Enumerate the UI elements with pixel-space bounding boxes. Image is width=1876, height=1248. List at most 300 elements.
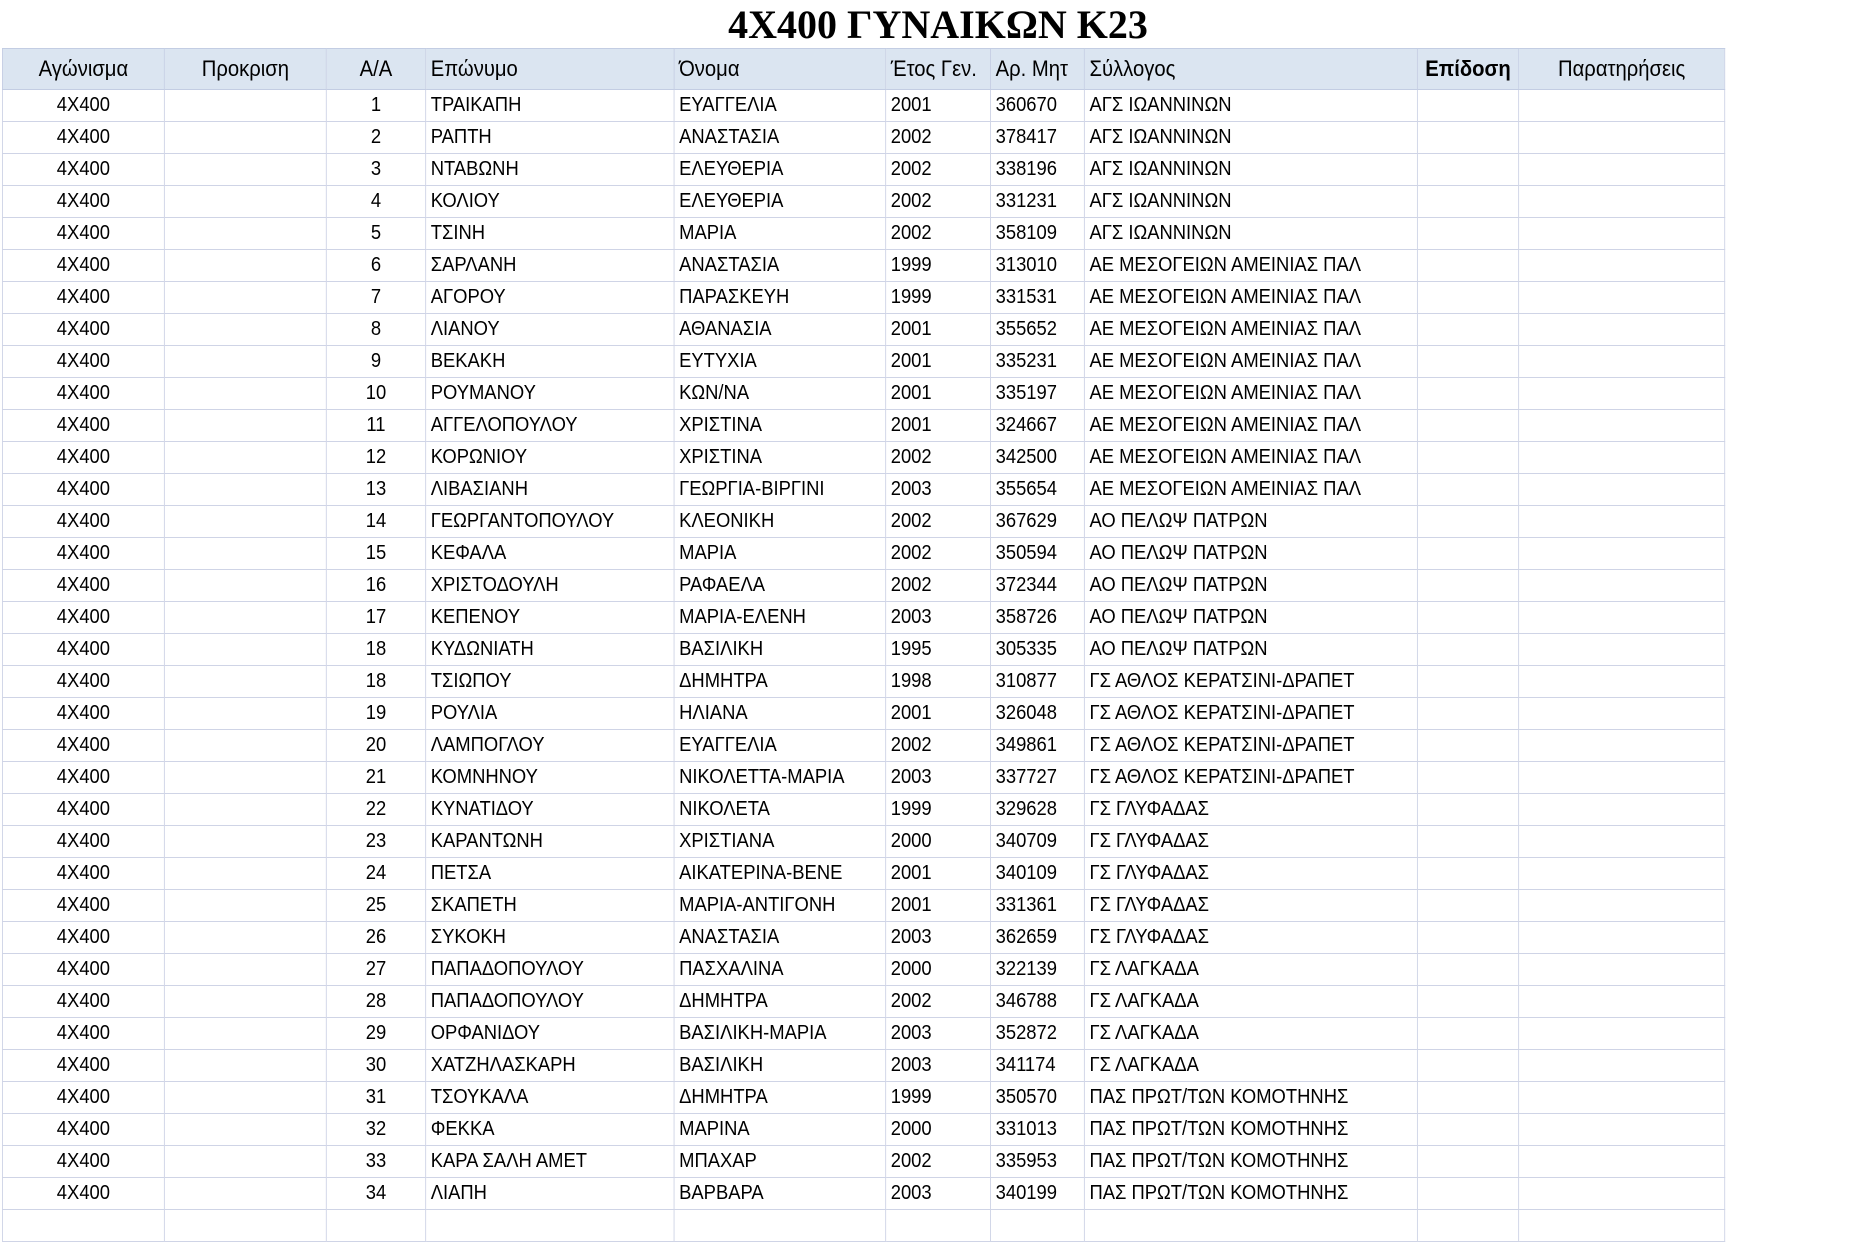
event-cell[interactable]: 4Χ400 <box>2 1114 164 1146</box>
birth-year-cell[interactable]: 2001 <box>886 378 991 410</box>
number-cell[interactable]: 32 <box>326 1114 425 1146</box>
performance-cell[interactable] <box>1417 442 1518 474</box>
event-cell[interactable]: 4Χ400 <box>2 250 164 282</box>
surname-cell[interactable]: ΣΥΚΟΚΗ <box>426 922 674 954</box>
remarks-cell[interactable] <box>1519 90 1725 122</box>
first-name-cell[interactable]: ΜΑΡΙΑ <box>674 538 886 570</box>
birth-year-cell[interactable]: 2002 <box>886 218 991 250</box>
birth-year-cell[interactable]: 2001 <box>886 890 991 922</box>
remarks-cell[interactable] <box>1519 1114 1725 1146</box>
empty-cell[interactable] <box>1519 1210 1725 1242</box>
performance-cell[interactable] <box>1417 666 1518 698</box>
event-cell[interactable]: 4Χ400 <box>2 282 164 314</box>
qualification-cell[interactable] <box>164 666 326 698</box>
event-cell[interactable]: 4Χ400 <box>2 794 164 826</box>
registry-number-cell[interactable]: 329628 <box>991 794 1085 826</box>
performance-cell[interactable] <box>1417 250 1518 282</box>
birth-year-cell[interactable]: 1999 <box>886 794 991 826</box>
event-cell[interactable]: 4Χ400 <box>2 1146 164 1178</box>
birth-year-cell[interactable]: 1999 <box>886 282 991 314</box>
performance-cell[interactable] <box>1417 378 1518 410</box>
registry-number-cell[interactable]: 358726 <box>991 602 1085 634</box>
club-cell[interactable]: ΓΣ ΓΛΥΦΑΔΑΣ <box>1084 890 1417 922</box>
remarks-cell[interactable] <box>1519 122 1725 154</box>
first-name-cell[interactable]: ΜΑΡΙΑ <box>674 218 886 250</box>
qualification-cell[interactable] <box>164 826 326 858</box>
birth-year-cell[interactable]: 2001 <box>886 858 991 890</box>
performance-cell[interactable] <box>1417 1050 1518 1082</box>
qualification-cell[interactable] <box>164 1114 326 1146</box>
performance-cell[interactable] <box>1417 474 1518 506</box>
registry-number-cell[interactable]: 331013 <box>991 1114 1085 1146</box>
qualification-cell[interactable] <box>164 954 326 986</box>
col-header-registry-number[interactable]: Αρ. Μητ <box>991 49 1085 90</box>
club-cell[interactable]: ΑΟ ΠΕΛΩΨ ΠΑΤΡΩΝ <box>1084 538 1417 570</box>
performance-cell[interactable] <box>1417 730 1518 762</box>
number-cell[interactable]: 25 <box>326 890 425 922</box>
club-cell[interactable]: ΓΣ ΑΘΛΟΣ ΚΕΡΑΤΣΙΝΙ-ΔΡΑΠΕΤ <box>1084 762 1417 794</box>
performance-cell[interactable] <box>1417 986 1518 1018</box>
qualification-cell[interactable] <box>164 1050 326 1082</box>
surname-cell[interactable]: ΠΕΤΣΑ <box>426 858 674 890</box>
registry-number-cell[interactable]: 338196 <box>991 154 1085 186</box>
remarks-cell[interactable] <box>1519 954 1725 986</box>
qualification-cell[interactable] <box>164 730 326 762</box>
registry-number-cell[interactable]: 326048 <box>991 698 1085 730</box>
registry-number-cell[interactable]: 358109 <box>991 218 1085 250</box>
club-cell[interactable]: ΓΣ ΑΘΛΟΣ ΚΕΡΑΤΣΙΝΙ-ΔΡΑΠΕΤ <box>1084 698 1417 730</box>
empty-cell[interactable] <box>1417 1210 1518 1242</box>
empty-cell[interactable] <box>164 1210 326 1242</box>
number-cell[interactable]: 1 <box>326 90 425 122</box>
registry-number-cell[interactable]: 340109 <box>991 858 1085 890</box>
event-cell[interactable]: 4Χ400 <box>2 890 164 922</box>
first-name-cell[interactable]: ΑΝΑΣΤΑΣΙΑ <box>674 122 886 154</box>
remarks-cell[interactable] <box>1519 922 1725 954</box>
birth-year-cell[interactable]: 2002 <box>886 154 991 186</box>
event-cell[interactable]: 4Χ400 <box>2 954 164 986</box>
first-name-cell[interactable]: ΔΗΜΗΤΡΑ <box>674 666 886 698</box>
first-name-cell[interactable]: ΕΥΤΥΧΙΑ <box>674 346 886 378</box>
first-name-cell[interactable]: ΕΥΑΓΓΕΛΙΑ <box>674 730 886 762</box>
event-cell[interactable]: 4Χ400 <box>2 1082 164 1114</box>
birth-year-cell[interactable]: 2002 <box>886 122 991 154</box>
first-name-cell[interactable]: ΡΑΦΑΕΛΑ <box>674 570 886 602</box>
qualification-cell[interactable] <box>164 378 326 410</box>
first-name-cell[interactable]: ΚΛΕΟΝΙΚΗ <box>674 506 886 538</box>
number-cell[interactable]: 3 <box>326 154 425 186</box>
first-name-cell[interactable]: ΜΑΡΙΑ-ΑΝΤΙΓΟΝΗ <box>674 890 886 922</box>
performance-cell[interactable] <box>1417 890 1518 922</box>
number-cell[interactable]: 27 <box>326 954 425 986</box>
registry-number-cell[interactable]: 350594 <box>991 538 1085 570</box>
birth-year-cell[interactable]: 2000 <box>886 826 991 858</box>
qualification-cell[interactable] <box>164 538 326 570</box>
first-name-cell[interactable]: ΑΙΚΑΤΕΡΙΝΑ-ΒΕΝΕ <box>674 858 886 890</box>
empty-cell[interactable] <box>1084 1210 1417 1242</box>
number-cell[interactable]: 26 <box>326 922 425 954</box>
event-cell[interactable]: 4Χ400 <box>2 826 164 858</box>
club-cell[interactable]: ΠΑΣ ΠΡΩΤ/ΤΩΝ ΚΟΜΟΤΗΝΗΣ <box>1084 1178 1417 1210</box>
qualification-cell[interactable] <box>164 314 326 346</box>
number-cell[interactable]: 28 <box>326 986 425 1018</box>
surname-cell[interactable]: ΓΕΩΡΓΑΝΤΟΠΟΥΛΟΥ <box>426 506 674 538</box>
registry-number-cell[interactable]: 352872 <box>991 1018 1085 1050</box>
number-cell[interactable]: 33 <box>326 1146 425 1178</box>
performance-cell[interactable] <box>1417 602 1518 634</box>
first-name-cell[interactable]: ΕΛΕΥΘΕΡΙΑ <box>674 186 886 218</box>
remarks-cell[interactable] <box>1519 1082 1725 1114</box>
first-name-cell[interactable]: ΓΕΩΡΓΙΑ-ΒΙΡΓΙΝΙ <box>674 474 886 506</box>
qualification-cell[interactable] <box>164 218 326 250</box>
registry-number-cell[interactable]: 355654 <box>991 474 1085 506</box>
event-cell[interactable]: 4Χ400 <box>2 314 164 346</box>
remarks-cell[interactable] <box>1519 570 1725 602</box>
qualification-cell[interactable] <box>164 346 326 378</box>
empty-cell[interactable] <box>991 1210 1085 1242</box>
first-name-cell[interactable]: ΧΡΙΣΤΙΝΑ <box>674 442 886 474</box>
surname-cell[interactable]: ΝΤΑΒΩΝΗ <box>426 154 674 186</box>
birth-year-cell[interactable]: 2002 <box>886 1146 991 1178</box>
surname-cell[interactable]: ΚΕΦΑΛΑ <box>426 538 674 570</box>
birth-year-cell[interactable]: 2003 <box>886 1178 991 1210</box>
club-cell[interactable]: ΑΕ ΜΕΣΟΓΕΙΩΝ ΑΜΕΙΝΙΑΣ ΠΑΛ <box>1084 314 1417 346</box>
surname-cell[interactable]: ΚΟΛΙΟΥ <box>426 186 674 218</box>
number-cell[interactable]: 23 <box>326 826 425 858</box>
first-name-cell[interactable]: ΧΡΙΣΤΙΝΑ <box>674 410 886 442</box>
birth-year-cell[interactable]: 2002 <box>886 538 991 570</box>
event-cell[interactable]: 4Χ400 <box>2 346 164 378</box>
number-cell[interactable]: 16 <box>326 570 425 602</box>
qualification-cell[interactable] <box>164 922 326 954</box>
event-cell[interactable]: 4Χ400 <box>2 762 164 794</box>
qualification-cell[interactable] <box>164 474 326 506</box>
remarks-cell[interactable] <box>1519 410 1725 442</box>
qualification-cell[interactable] <box>164 890 326 922</box>
number-cell[interactable]: 30 <box>326 1050 425 1082</box>
qualification-cell[interactable] <box>164 762 326 794</box>
remarks-cell[interactable] <box>1519 314 1725 346</box>
club-cell[interactable]: ΓΣ ΑΘΛΟΣ ΚΕΡΑΤΣΙΝΙ-ΔΡΑΠΕΤ <box>1084 730 1417 762</box>
qualification-cell[interactable] <box>164 634 326 666</box>
event-cell[interactable]: 4Χ400 <box>2 506 164 538</box>
registry-number-cell[interactable]: 367629 <box>991 506 1085 538</box>
first-name-cell[interactable]: ΕΥΑΓΓΕΛΙΑ <box>674 90 886 122</box>
club-cell[interactable]: ΑΓΣ ΙΩΑΝΝΙΝΩΝ <box>1084 154 1417 186</box>
event-cell[interactable]: 4Χ400 <box>2 474 164 506</box>
club-cell[interactable]: ΑΓΣ ΙΩΑΝΝΙΝΩΝ <box>1084 218 1417 250</box>
first-name-cell[interactable]: ΝΙΚΟΛΕΤΑ <box>674 794 886 826</box>
club-cell[interactable]: ΑΟ ΠΕΛΩΨ ΠΑΤΡΩΝ <box>1084 506 1417 538</box>
performance-cell[interactable] <box>1417 794 1518 826</box>
remarks-cell[interactable] <box>1519 1018 1725 1050</box>
first-name-cell[interactable]: ΠΑΡΑΣΚΕΥΗ <box>674 282 886 314</box>
first-name-cell[interactable]: ΝΙΚΟΛΕΤΤΑ-ΜΑΡΙΑ <box>674 762 886 794</box>
remarks-cell[interactable] <box>1519 186 1725 218</box>
performance-cell[interactable] <box>1417 570 1518 602</box>
surname-cell[interactable]: ΡΟΥΜΑΝΟΥ <box>426 378 674 410</box>
number-cell[interactable]: 24 <box>326 858 425 890</box>
surname-cell[interactable]: ΑΓΟΡΟΥ <box>426 282 674 314</box>
qualification-cell[interactable] <box>164 1082 326 1114</box>
qualification-cell[interactable] <box>164 1018 326 1050</box>
qualification-cell[interactable] <box>164 506 326 538</box>
surname-cell[interactable]: ΦΕΚΚΑ <box>426 1114 674 1146</box>
registry-number-cell[interactable]: 305335 <box>991 634 1085 666</box>
registry-number-cell[interactable]: 313010 <box>991 250 1085 282</box>
first-name-cell[interactable]: ΜΠΑΧΑΡ <box>674 1146 886 1178</box>
event-cell[interactable]: 4Χ400 <box>2 666 164 698</box>
first-name-cell[interactable]: ΑΝΑΣΤΑΣΙΑ <box>674 250 886 282</box>
first-name-cell[interactable]: ΚΩΝ/ΝΑ <box>674 378 886 410</box>
club-cell[interactable]: ΑΓΣ ΙΩΑΝΝΙΝΩΝ <box>1084 186 1417 218</box>
birth-year-cell[interactable]: 2003 <box>886 922 991 954</box>
surname-cell[interactable]: ΚΕΠΕΝΟΥ <box>426 602 674 634</box>
event-cell[interactable]: 4Χ400 <box>2 538 164 570</box>
number-cell[interactable]: 34 <box>326 1178 425 1210</box>
event-cell[interactable]: 4Χ400 <box>2 986 164 1018</box>
qualification-cell[interactable] <box>164 570 326 602</box>
number-cell[interactable]: 12 <box>326 442 425 474</box>
club-cell[interactable]: ΓΣ ΓΛΥΦΑΔΑΣ <box>1084 858 1417 890</box>
qualification-cell[interactable] <box>164 122 326 154</box>
number-cell[interactable]: 6 <box>326 250 425 282</box>
first-name-cell[interactable]: ΧΡΙΣΤΙΑΝΑ <box>674 826 886 858</box>
club-cell[interactable]: ΓΣ ΛΑΓΚΑΔΑ <box>1084 954 1417 986</box>
empty-cell[interactable] <box>886 1210 991 1242</box>
registry-number-cell[interactable]: 349861 <box>991 730 1085 762</box>
event-cell[interactable]: 4Χ400 <box>2 634 164 666</box>
remarks-cell[interactable] <box>1519 218 1725 250</box>
registry-number-cell[interactable]: 310877 <box>991 666 1085 698</box>
qualification-cell[interactable] <box>164 90 326 122</box>
col-header-event[interactable]: Αγώνισμα <box>2 49 164 90</box>
qualification-cell[interactable] <box>164 154 326 186</box>
event-cell[interactable]: 4Χ400 <box>2 922 164 954</box>
event-cell[interactable]: 4Χ400 <box>2 218 164 250</box>
birth-year-cell[interactable]: 1999 <box>886 250 991 282</box>
club-cell[interactable]: ΑΕ ΜΕΣΟΓΕΙΩΝ ΑΜΕΙΝΙΑΣ ΠΑΛ <box>1084 410 1417 442</box>
birth-year-cell[interactable]: 2002 <box>886 570 991 602</box>
registry-number-cell[interactable]: 340709 <box>991 826 1085 858</box>
birth-year-cell[interactable]: 2001 <box>886 90 991 122</box>
qualification-cell[interactable] <box>164 1178 326 1210</box>
surname-cell[interactable]: ΛΙΑΠΗ <box>426 1178 674 1210</box>
remarks-cell[interactable] <box>1519 698 1725 730</box>
qualification-cell[interactable] <box>164 1146 326 1178</box>
surname-cell[interactable]: ΤΡΑΙΚΑΠΗ <box>426 90 674 122</box>
number-cell[interactable]: 11 <box>326 410 425 442</box>
event-cell[interactable]: 4Χ400 <box>2 602 164 634</box>
birth-year-cell[interactable]: 2002 <box>886 506 991 538</box>
registry-number-cell[interactable]: 335953 <box>991 1146 1085 1178</box>
remarks-cell[interactable] <box>1519 762 1725 794</box>
remarks-cell[interactable] <box>1519 602 1725 634</box>
number-cell[interactable]: 20 <box>326 730 425 762</box>
number-cell[interactable]: 4 <box>326 186 425 218</box>
empty-cell[interactable] <box>326 1210 425 1242</box>
performance-cell[interactable] <box>1417 218 1518 250</box>
surname-cell[interactable]: ΡΑΠΤΗ <box>426 122 674 154</box>
event-cell[interactable]: 4Χ400 <box>2 1178 164 1210</box>
club-cell[interactable]: ΓΣ ΛΑΓΚΑΔΑ <box>1084 986 1417 1018</box>
remarks-cell[interactable] <box>1519 1050 1725 1082</box>
birth-year-cell[interactable]: 1998 <box>886 666 991 698</box>
club-cell[interactable]: ΑΕ ΜΕΣΟΓΕΙΩΝ ΑΜΕΙΝΙΑΣ ΠΑΛ <box>1084 250 1417 282</box>
number-cell[interactable]: 10 <box>326 378 425 410</box>
birth-year-cell[interactable]: 2002 <box>886 730 991 762</box>
event-cell[interactable]: 4Χ400 <box>2 442 164 474</box>
remarks-cell[interactable] <box>1519 474 1725 506</box>
surname-cell[interactable]: ΤΣΙΝΗ <box>426 218 674 250</box>
registry-number-cell[interactable]: 362659 <box>991 922 1085 954</box>
surname-cell[interactable]: ΠΑΠΑΔΟΠΟΥΛΟΥ <box>426 954 674 986</box>
surname-cell[interactable]: ΣΑΡΛΑΝΗ <box>426 250 674 282</box>
number-cell[interactable]: 19 <box>326 698 425 730</box>
registry-number-cell[interactable]: 331231 <box>991 186 1085 218</box>
event-cell[interactable]: 4Χ400 <box>2 698 164 730</box>
qualification-cell[interactable] <box>164 794 326 826</box>
performance-cell[interactable] <box>1417 122 1518 154</box>
club-cell[interactable]: ΠΑΣ ΠΡΩΤ/ΤΩΝ ΚΟΜΟΤΗΝΗΣ <box>1084 1114 1417 1146</box>
first-name-cell[interactable]: ΕΛΕΥΘΕΡΙΑ <box>674 154 886 186</box>
birth-year-cell[interactable]: 2003 <box>886 474 991 506</box>
club-cell[interactable]: ΓΣ ΓΛΥΦΑΔΑΣ <box>1084 826 1417 858</box>
club-cell[interactable]: ΑΕ ΜΕΣΟΓΕΙΩΝ ΑΜΕΙΝΙΑΣ ΠΑΛ <box>1084 442 1417 474</box>
surname-cell[interactable]: ΛΙΒΑΣΙΑΝΗ <box>426 474 674 506</box>
birth-year-cell[interactable]: 2003 <box>886 602 991 634</box>
empty-cell[interactable] <box>2 1210 164 1242</box>
first-name-cell[interactable]: ΔΗΜΗΤΡΑ <box>674 986 886 1018</box>
club-cell[interactable]: ΑΕ ΜΕΣΟΓΕΙΩΝ ΑΜΕΙΝΙΑΣ ΠΑΛ <box>1084 282 1417 314</box>
registry-number-cell[interactable]: 341174 <box>991 1050 1085 1082</box>
performance-cell[interactable] <box>1417 1146 1518 1178</box>
remarks-cell[interactable] <box>1519 794 1725 826</box>
remarks-cell[interactable] <box>1519 506 1725 538</box>
first-name-cell[interactable]: ΒΑΣΙΛΙΚΗ <box>674 634 886 666</box>
birth-year-cell[interactable]: 2003 <box>886 762 991 794</box>
club-cell[interactable]: ΓΣ ΓΛΥΦΑΔΑΣ <box>1084 794 1417 826</box>
event-cell[interactable]: 4Χ400 <box>2 858 164 890</box>
remarks-cell[interactable] <box>1519 1178 1725 1210</box>
registry-number-cell[interactable]: 322139 <box>991 954 1085 986</box>
col-header-club[interactable]: Σύλλογος <box>1084 49 1417 90</box>
performance-cell[interactable] <box>1417 698 1518 730</box>
birth-year-cell[interactable]: 2000 <box>886 1114 991 1146</box>
remarks-cell[interactable] <box>1519 442 1725 474</box>
remarks-cell[interactable] <box>1519 986 1725 1018</box>
qualification-cell[interactable] <box>164 858 326 890</box>
registry-number-cell[interactable]: 331361 <box>991 890 1085 922</box>
club-cell[interactable]: ΓΣ ΛΑΓΚΑΔΑ <box>1084 1050 1417 1082</box>
club-cell[interactable]: ΓΣ ΛΑΓΚΑΔΑ <box>1084 1018 1417 1050</box>
number-cell[interactable]: 17 <box>326 602 425 634</box>
first-name-cell[interactable]: ΗΛΙΑΝΑ <box>674 698 886 730</box>
birth-year-cell[interactable]: 2001 <box>886 698 991 730</box>
registry-number-cell[interactable]: 324667 <box>991 410 1085 442</box>
performance-cell[interactable] <box>1417 538 1518 570</box>
surname-cell[interactable]: ΧΑΤΖΗΛΑΣΚΑΡΗ <box>426 1050 674 1082</box>
surname-cell[interactable]: ΑΓΓΕΛΟΠΟΥΛΟΥ <box>426 410 674 442</box>
birth-year-cell[interactable]: 2001 <box>886 314 991 346</box>
club-cell[interactable]: ΠΑΣ ΠΡΩΤ/ΤΩΝ ΚΟΜΟΤΗΝΗΣ <box>1084 1146 1417 1178</box>
surname-cell[interactable]: ΛΙΑΝΟΥ <box>426 314 674 346</box>
surname-cell[interactable]: ΧΡΙΣΤΟΔΟΥΛΗ <box>426 570 674 602</box>
registry-number-cell[interactable]: 337727 <box>991 762 1085 794</box>
first-name-cell[interactable]: ΒΑΣΙΛΙΚΗ-ΜΑΡΙΑ <box>674 1018 886 1050</box>
event-cell[interactable]: 4Χ400 <box>2 90 164 122</box>
surname-cell[interactable]: ΤΣΙΩΠΟΥ <box>426 666 674 698</box>
qualification-cell[interactable] <box>164 986 326 1018</box>
col-header-qualification[interactable]: Προκριση <box>164 49 326 90</box>
birth-year-cell[interactable]: 2002 <box>886 442 991 474</box>
performance-cell[interactable] <box>1417 90 1518 122</box>
birth-year-cell[interactable]: 2000 <box>886 954 991 986</box>
performance-cell[interactable] <box>1417 922 1518 954</box>
number-cell[interactable]: 8 <box>326 314 425 346</box>
registry-number-cell[interactable]: 335231 <box>991 346 1085 378</box>
surname-cell[interactable]: ΚΥΝΑΤΙΔΟΥ <box>426 794 674 826</box>
birth-year-cell[interactable]: 2003 <box>886 1050 991 1082</box>
number-cell[interactable]: 18 <box>326 634 425 666</box>
performance-cell[interactable] <box>1417 1082 1518 1114</box>
first-name-cell[interactable]: ΜΑΡΙΑ-ΕΛΕΝΗ <box>674 602 886 634</box>
performance-cell[interactable] <box>1417 346 1518 378</box>
surname-cell[interactable]: ΠΑΠΑΔΟΠΟΥΛΟΥ <box>426 986 674 1018</box>
performance-cell[interactable] <box>1417 314 1518 346</box>
col-header-performance[interactable]: Επίδοση <box>1417 49 1518 90</box>
number-cell[interactable]: 21 <box>326 762 425 794</box>
club-cell[interactable]: ΑΕ ΜΕΣΟΓΕΙΩΝ ΑΜΕΙΝΙΑΣ ΠΑΛ <box>1084 378 1417 410</box>
surname-cell[interactable]: ΒΕΚΑΚΗ <box>426 346 674 378</box>
performance-cell[interactable] <box>1417 858 1518 890</box>
number-cell[interactable]: 31 <box>326 1082 425 1114</box>
remarks-cell[interactable] <box>1519 666 1725 698</box>
qualification-cell[interactable] <box>164 186 326 218</box>
registry-number-cell[interactable]: 372344 <box>991 570 1085 602</box>
surname-cell[interactable]: ΡΟΥΛΙΑ <box>426 698 674 730</box>
remarks-cell[interactable] <box>1519 890 1725 922</box>
performance-cell[interactable] <box>1417 762 1518 794</box>
col-header-remarks[interactable]: Παρατηρήσεις <box>1519 49 1725 90</box>
remarks-cell[interactable] <box>1519 730 1725 762</box>
remarks-cell[interactable] <box>1519 858 1725 890</box>
performance-cell[interactable] <box>1417 826 1518 858</box>
number-cell[interactable]: 9 <box>326 346 425 378</box>
birth-year-cell[interactable]: 2001 <box>886 346 991 378</box>
performance-cell[interactable] <box>1417 186 1518 218</box>
performance-cell[interactable] <box>1417 1178 1518 1210</box>
registry-number-cell[interactable]: 350570 <box>991 1082 1085 1114</box>
registry-number-cell[interactable]: 378417 <box>991 122 1085 154</box>
performance-cell[interactable] <box>1417 154 1518 186</box>
registry-number-cell[interactable]: 331531 <box>991 282 1085 314</box>
number-cell[interactable]: 14 <box>326 506 425 538</box>
event-cell[interactable]: 4Χ400 <box>2 186 164 218</box>
club-cell[interactable]: ΑΕ ΜΕΣΟΓΕΙΩΝ ΑΜΕΙΝΙΑΣ ΠΑΛ <box>1084 474 1417 506</box>
col-header-birth-year[interactable]: Έτος Γεν. <box>886 49 991 90</box>
event-cell[interactable]: 4Χ400 <box>2 154 164 186</box>
surname-cell[interactable]: ΟΡΦΑΝΙΔΟΥ <box>426 1018 674 1050</box>
event-cell[interactable]: 4Χ400 <box>2 1018 164 1050</box>
event-cell[interactable]: 4Χ400 <box>2 378 164 410</box>
surname-cell[interactable]: ΣΚΑΠΕΤΗ <box>426 890 674 922</box>
birth-year-cell[interactable]: 1995 <box>886 634 991 666</box>
club-cell[interactable]: ΓΣ ΑΘΛΟΣ ΚΕΡΑΤΣΙΝΙ-ΔΡΑΠΕΤ <box>1084 666 1417 698</box>
remarks-cell[interactable] <box>1519 378 1725 410</box>
remarks-cell[interactable] <box>1519 346 1725 378</box>
event-cell[interactable]: 4Χ400 <box>2 570 164 602</box>
